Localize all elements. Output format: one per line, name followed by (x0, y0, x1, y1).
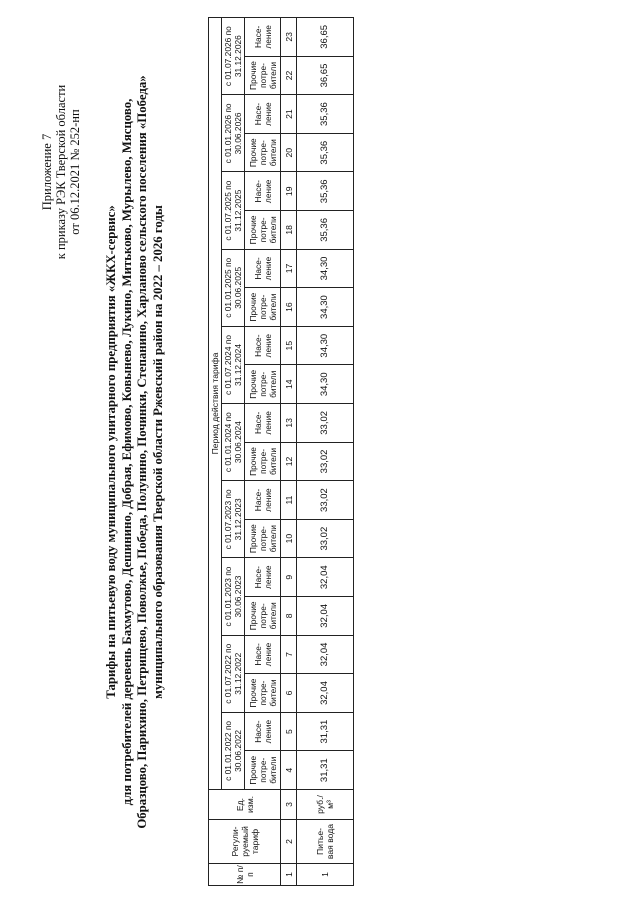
column-number: 15 (281, 326, 297, 365)
column-number: 4 (281, 751, 297, 790)
period-header: с 01.07.2025 по 31.12.2025 (222, 172, 245, 249)
period-header: с 01.07.2026 по 31.12.2026 (222, 18, 245, 95)
period-header: с 01.01.2024 по 30.06.2024 (222, 404, 245, 481)
column-number: 13 (281, 404, 297, 443)
subheader-population: Насе- ление (245, 481, 281, 520)
subheader-other-consumers: Прочие потре- бители (245, 751, 281, 790)
tariff-value-cell: 35,36 (297, 95, 354, 134)
column-number: 18 (281, 211, 297, 250)
period-header: с 01.07.2022 по 31.12.2022 (222, 635, 245, 712)
subheader-population: Насе- ление (245, 18, 281, 57)
subheader-population: Насе- ление (245, 95, 281, 134)
tariff-value-cell: 33,02 (297, 442, 354, 481)
period-header: с 01.01.2025 по 30.06.2025 (222, 249, 245, 326)
column-number: 12 (281, 442, 297, 481)
subheader-other-consumers: Прочие потре- бители (245, 442, 281, 481)
tariff-value-cell: 35,36 (297, 172, 354, 211)
tariff-value-cell: 32,04 (297, 558, 354, 597)
appendix-note (40, 42, 82, 302)
subheader-other-consumers: Прочие потре- бители (245, 674, 281, 713)
tariff-value-cell: 33,02 (297, 481, 354, 520)
tariff-value-cell: 32,04 (297, 597, 354, 636)
title-line-4: муниципального образования Тверской области Ржевский район на 2022 – 2026 годы (150, 205, 165, 699)
subheader-other-consumers: Прочие потре- бители (245, 211, 281, 250)
column-number: 1 (281, 864, 297, 886)
subheader-population: Насе- ление (245, 404, 281, 443)
document-title (104, 60, 166, 844)
column-number: 14 (281, 365, 297, 404)
period-header: с 01.01.2022 по 30.06.2022 (222, 712, 245, 789)
appendix-line-2: к приказу РЭК Тверской области (54, 84, 68, 260)
column-number: 21 (281, 95, 297, 134)
column-number: 16 (281, 288, 297, 327)
subheader-other-consumers: Прочие потре- бители (245, 288, 281, 327)
tariff-value-cell: 34,30 (297, 249, 354, 288)
tariff-value-cell: 34,30 (297, 365, 354, 404)
period-header: с 01.01.2023 по 30.06.2023 (222, 558, 245, 635)
column-number: 23 (281, 18, 297, 57)
column-number: 3 (281, 790, 297, 820)
column-number: 9 (281, 558, 297, 597)
column-number: 7 (281, 635, 297, 674)
title-line-2: для потребителей деревень Бахмутово, Дешинино, Добрая, Ефимово, Ковынево, Лукино, Митьково, Мурылево, Мясцово, (119, 98, 134, 806)
subheader-other-consumers: Прочие потре- бители (245, 133, 281, 172)
row-unit: руб./м³ (297, 790, 354, 820)
period-header: с 01.01.2026 по 30.06.2026 (222, 95, 245, 172)
tariff-value-cell: 31,31 (297, 751, 354, 790)
row-tariff: Питье- вая вода (297, 820, 354, 864)
column-number: 22 (281, 56, 297, 95)
tariff-table (208, 17, 354, 886)
subheader-population: Насе- ление (245, 172, 281, 211)
column-number: 8 (281, 597, 297, 636)
column-number: 19 (281, 172, 297, 211)
subheader-other-consumers: Прочие потре- бители (245, 365, 281, 404)
subheader-other-consumers: Прочие потре- бители (245, 519, 281, 558)
subheader-other-consumers: Прочие потре- бители (245, 56, 281, 95)
column-number: 17 (281, 249, 297, 288)
tariff-value-cell: 34,30 (297, 288, 354, 327)
subheader-population: Насе- ление (245, 249, 281, 288)
title-line-3: Образцово, Парихино, Петрищево, Поволжье, Победа, Полунино, Починки, Степанино, Харланово сельского поселения «Победа» (135, 75, 149, 829)
tariff-value-cell: 35,36 (297, 133, 354, 172)
tariff-value-cell: 32,04 (297, 674, 354, 713)
subheader-population: Насе- ление (245, 558, 281, 597)
header-tariff: Регули- руемый тариф (209, 820, 281, 864)
tariff-value-cell: 33,02 (297, 404, 354, 443)
tariff-value-cell: 36,65 (297, 56, 354, 95)
tariff-value-cell: 35,36 (297, 211, 354, 250)
appendix-line-3: от 06.12.2021 № 252-нп (68, 109, 82, 235)
tariff-value-cell: 33,02 (297, 519, 354, 558)
column-number: 2 (281, 820, 297, 864)
tariff-value-cell: 31,31 (297, 712, 354, 751)
tariff-value-cell: 36,65 (297, 18, 354, 57)
tariff-value-cell: 34,30 (297, 326, 354, 365)
subheader-population: Насе- ление (245, 635, 281, 674)
tariff-value-cell: 32,04 (297, 635, 354, 674)
header-no: № п/п (209, 864, 281, 886)
column-number: 6 (281, 674, 297, 713)
column-number: 11 (281, 481, 297, 520)
subheader-other-consumers: Прочие потре- бители (245, 597, 281, 636)
subheader-population: Насе- ление (245, 712, 281, 751)
header-unit: Ед. изм. (209, 790, 281, 820)
title-line-1: Тарифы на питьевую воду муниципального унитарного предприятия «ЖКХ-сервис» (104, 205, 118, 699)
row-no: 1 (297, 864, 354, 886)
period-header: с 01.07.2024 по 31.12.2024 (222, 326, 245, 403)
appendix-line-1: Приложение 7 (40, 133, 54, 211)
subheader-population: Насе- ление (245, 326, 281, 365)
period-header: с 01.07.2023 по 31.12.2023 (222, 481, 245, 558)
column-number: 10 (281, 519, 297, 558)
column-number: 5 (281, 712, 297, 751)
column-number: 20 (281, 133, 297, 172)
header-period: Период действия тарифа (209, 18, 222, 790)
